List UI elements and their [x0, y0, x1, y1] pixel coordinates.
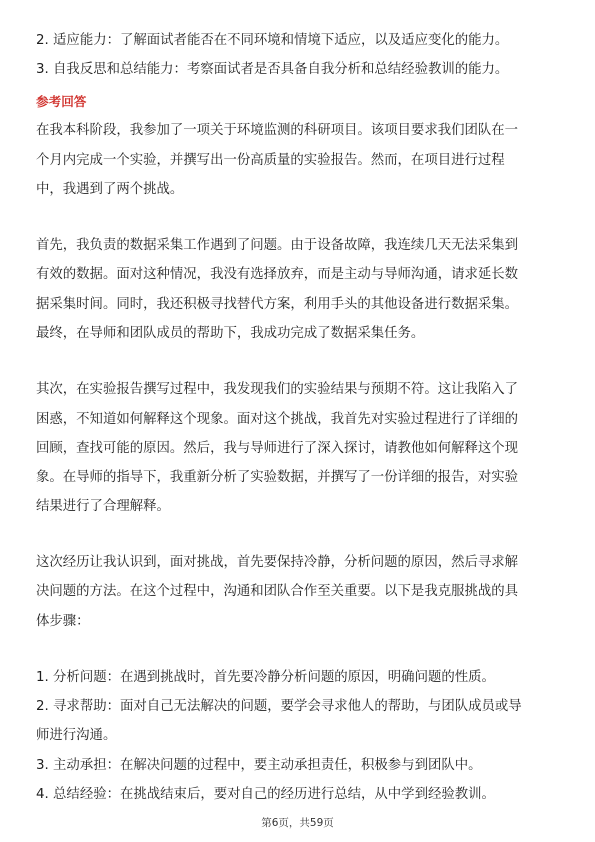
paragraph-line: 据采集时间。同时，我还积极寻找替代方案，利用手头的其他设备进行数据采集。 — [36, 297, 519, 312]
page-number: 第6页，共59页 — [261, 817, 334, 829]
paragraph-line: 其次，在实验报告撰写过程中，我发现我们的实验结果与预期不符。这让我陷入了 — [36, 382, 519, 397]
paragraph-line: 象。在导师的指导下，我重新分析了实验数据，并撰写了一份详细的报告，对实验 — [36, 470, 519, 485]
step-item: 师进行沟通。 — [36, 728, 117, 743]
answer-heading: 参考回答 — [36, 94, 87, 109]
intro-point: 3. 自我反思和总结能力：考察面试者是否具备自我分析和总结经验教训的能力。 — [36, 62, 509, 77]
paragraph-line: 首先，我负责的数据采集工作遇到了问题。由于设备故障，我连续几天无法采集到 — [36, 238, 519, 253]
paragraph-line: 体步骤： — [36, 614, 90, 629]
intro-point: 2. 适应能力：了解面试者能否在不同环境和情境下适应，以及适应变化的能力。 — [36, 33, 509, 48]
step-item: 1. 分析问题：在遇到挑战时，首先要冷静分析问题的原因，明确问题的性质。 — [36, 670, 495, 685]
paragraph-line: 中，我遇到了两个挑战。 — [36, 182, 184, 197]
paragraph-line: 这次经历让我认识到，面对挑战，首先要保持冷静，分析问题的原因，然后寻求解 — [36, 555, 519, 570]
paragraph-line: 困惑，不知道如何解释这个现象。面对这个挑战，我首先对实验过程进行了详细的 — [36, 412, 519, 427]
step-item: 4. 总结经验：在挑战结束后，要对自己的经历进行总结，从中学到经验教训。 — [36, 787, 495, 802]
paragraph-line: 最终，在导师和团队成员的帮助下，我成功完成了数据采集任务。 — [36, 326, 425, 341]
paragraph-line: 在我本科阶段，我参加了一项关于环境监测的科研项目。该项目要求我们团队在一 — [36, 123, 519, 138]
step-item: 3. 主动承担：在解决问题的过程中，要主动承担责任，积极参与到团队中。 — [36, 758, 482, 773]
step-item: 2. 寻求帮助：面对自己无法解决的问题，要学会寻求他人的帮助，与团队成员或导 — [36, 699, 522, 714]
paragraph-line: 结果进行了合理解释。 — [36, 499, 170, 514]
paragraph-line: 有效的数据。面对这种情况，我没有选择放弃，而是主动与导师沟通，请求延长数 — [36, 267, 519, 282]
paragraph-line: 个月内完成一个实验，并撰写出一份高质量的实验报告。然而，在项目进行过程 — [36, 153, 505, 168]
paragraph-line: 回顾，查找可能的原因。然后，我与导师进行了深入探讨，请教他如何解释这个现 — [36, 441, 519, 456]
paragraph-line: 决问题的方法。在这个过程中，沟通和团队合作至关重要。以下是我克服挑战的具 — [36, 584, 519, 599]
